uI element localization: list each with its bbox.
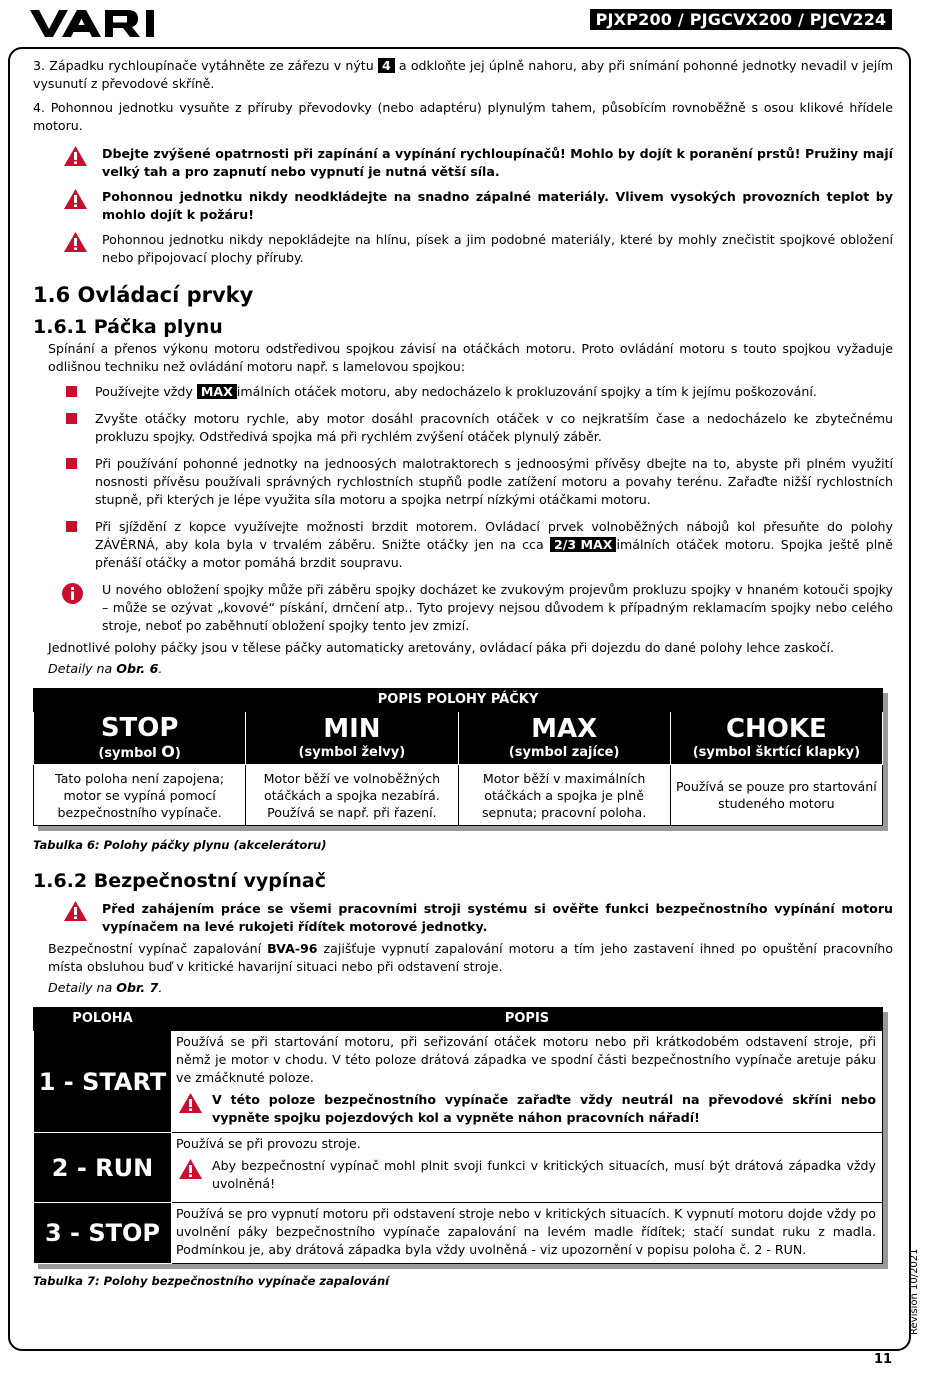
safety-switch-warning [33, 900, 893, 936]
warning-icon [64, 232, 87, 252]
detail-ref-fig6 [33, 660, 893, 678]
vari-logo [30, 10, 175, 38]
max-cell [458, 712, 670, 765]
section-1-6-title: 1.6 Ovládací prvky [33, 283, 254, 307]
bullet-square [66, 521, 77, 532]
stop-symbol-c: ) [174, 746, 181, 761]
warning-icon [64, 146, 87, 166]
choke-label: CHOKE [725, 714, 827, 744]
detail-ref-fig7 [33, 979, 893, 997]
bullet-1 [33, 383, 893, 401]
warning-icon [179, 1159, 202, 1179]
bullet-3 [33, 455, 893, 509]
section-1-6-2-title: 1.6.2 Bezpečnostní vypínač [33, 870, 327, 892]
stop-cell [34, 712, 246, 765]
warning-1-text: Dbejte zvýšené opatrnosti při zapínání a vypínání rychloupínačů! Mohlo by dojít k poranění prstů! Pružiny mají velký tah a pro zapnutí nebo vypnutí je nutná větší síla. [102, 146, 893, 179]
pos-start: 1 - START [34, 1031, 172, 1133]
run-warning-text: Aby bezpečnostní vypínač mohl plnit svoji funkci v kritických situacích, musí být drátová západka vždy uvolněná! [212, 1158, 876, 1191]
warning-icon [179, 1093, 202, 1113]
stop-desc-row [172, 1203, 883, 1264]
bullet-4 [33, 518, 893, 572]
revision-label: Revision 10/2021 [909, 1248, 920, 1335]
model-banner: PJXP200 / PJGCVX200 / PJCV224 [590, 9, 892, 30]
fig7-link[interactable]: Obr. 7 [116, 980, 159, 995]
step-3-text-b: a odkloňte jej úplně nahoru, aby při snímání pohonné jednotky nevadil v jejím vysunutí z převodové skříně. [33, 58, 893, 91]
stop-text: Používá se pro vypnutí motoru při odstavení stroje nebo v kritických situacích. K vypnutí motoru dojde vždy po uvolnění páky bezpečnostního vypínače zapalování na levém madle řídítek; stačí sundat ruku z madla. Podmínkou je, aby drátová západka byla vždy uvolněná - viz upozornění v popisu poloha č. 2 - RUN. [176, 1206, 876, 1257]
max-desc: Motor běží v maximálních otáčkách a spojka je plně sepnuta; pracovní poloha. [458, 765, 670, 826]
start-warning [176, 1091, 876, 1127]
bva96-label: BVA-96 [267, 941, 318, 956]
throttle-table [33, 688, 883, 826]
popis-header: POPIS [172, 1008, 883, 1031]
safety-switch-text [33, 940, 893, 976]
stop-symbol-o: O [161, 742, 175, 761]
run-warning [176, 1157, 876, 1193]
min-label: MIN [323, 714, 381, 744]
safety-switch-warning-text: Před zahájením práce se všemi pracovními stroji systému si ověřte funkci bezpečnostního vypínání motoru vypínačem na levé rukojeti řídítek motorové jednotky. [102, 901, 893, 934]
bullet-3-text: Při používání pohonné jednotky na jednoosých malotraktorech s jednoosými přívěsy dbejte na to, abyste při plném využití nosnosti přívěsu používali správných rychlostních stupňů podle zatížení motoru a povahy terénu. Zařaďte nižší rychlostních stupně, při kterých je lépe využita síla motoru a spojka netrpí nízkými otáčkami motoru. [95, 456, 893, 507]
detail-period: . [158, 661, 163, 676]
min-symbol: (symbol želvy) [298, 745, 406, 760]
detail-text: Detaily na [48, 980, 117, 995]
pos-run: 2 - RUN [34, 1133, 172, 1203]
warning-icon [64, 901, 87, 921]
ref-tag-4: 4 [378, 58, 395, 73]
stop-symbol-a: (symbol [98, 746, 162, 761]
bullet-square [66, 458, 77, 469]
lever-positions-text: Jednotlivé polohy páčky jsou v tělese páčky automaticky aretovány, ovládací páka při dojezdu do dané polohy lehce zaskočí. [48, 640, 835, 655]
stop-label: STOP [100, 713, 179, 743]
info-note [33, 581, 893, 635]
detail-period: . [158, 980, 163, 995]
fig6-link[interactable]: Obr. 6 [116, 661, 159, 676]
safety-switch-text-c: zajišťuje vypnutí zapalování motoru a tím jeho zastavení ihned po opuštění pracovního místa obsluhou buď v kritické havarijní situaci nebo při odstavení stroje. [48, 941, 893, 974]
detail-text: Detaily na [48, 661, 117, 676]
stop-symbol [35, 743, 244, 763]
table7-caption: Tabulka 7: Polohy bezpečnostního vypínače zapalování [33, 1274, 390, 1288]
run-desc [172, 1133, 883, 1203]
run-text: Používá se při provozu stroje. [176, 1136, 361, 1151]
warning-3 [33, 231, 893, 267]
pos-stop: 3 - STOP [34, 1203, 172, 1264]
page-number: 11 [874, 1352, 893, 1367]
choke-symbol: (symbol škrtící klapky) [692, 745, 861, 760]
section-1-6-1-intro: Spínání a přenos výkonu motoru odstředivou spojkou závisí na otáčkách motoru. Proto ovládání motoru s touto spojkou vyžaduje odlišnou techniku než ovládání motoru např. s lamelovou spojkou: [48, 341, 893, 374]
stop-desc: Tato poloha není zapojena; motor se vypíná pomocí bezpečnostního vypínače. [34, 765, 246, 826]
section-1-6-1-title: 1.6.1 Páčka plynu [33, 316, 223, 338]
table6-caption: Tabulka 6: Polohy páčky plynu (akcelerátoru) [33, 838, 327, 852]
step-3 [33, 57, 893, 93]
warning-2 [33, 188, 893, 224]
bullet-1-text-b: imálních otáček motoru, aby nedocházelo k prokluzování spojky a tím k jejímu poškozování. [236, 384, 817, 399]
warning-2-text: Pohonnou jednotku nikdy neodkládejte na snadno zápalné materiály. Vlivem vysokých provozních teplot by mohlo dojít k požáru! [102, 189, 893, 222]
choke-desc: Používá se pouze pro startování studeného motoru [670, 765, 882, 826]
info-icon [62, 583, 83, 604]
min-desc: Motor běží ve volnoběžných otáčkách a spojka nezabírá. Používá se např. při řazení. [246, 765, 458, 826]
two-thirds-max-tag: 2/3 MAX [550, 537, 617, 552]
max-tag: MAX [197, 384, 237, 399]
step-4: 4. Pohonnou jednotku vysuňte z příruby převodovky (nebo adaptéru) plynulým tahem, působícím rovnoběžně s osou klikové hřídele motoru. [33, 100, 893, 133]
warning-3-text: Pohonnou jednotku nikdy nepokládejte na hlínu, písek a jim podobné materiály, které by mohly znečistit spojkové obložení nebo připojovací plochy příruby. [102, 232, 893, 265]
start-text: Používá se při startování motoru, při seřizování otáček motoru nebo při krátkodobém odstavení stroje, při němž je motor v chodu. V této poloze drátová západka ve spodní části bezpečnostního vypínače aretuje páku ve zmáčknuté poloze. [176, 1034, 876, 1085]
bullet-square [66, 413, 77, 424]
max-label: MAX [531, 714, 598, 744]
warning-1 [33, 145, 893, 181]
warning-icon [64, 189, 87, 209]
min-cell [246, 712, 458, 765]
info-note-text: U nového obložení spojky může při záběru spojky docházet ke zvukovým projevům prokluzu spojky v hnaném kotouči spojky – může se ozývat „kovové“ pískání, drnčení atp.. Tyto projevy nejsou důvodem k případným reklamacím spojky nebo celého stroje, neboť po zaběhnutí obložení spojky tento jev zmizí. [102, 582, 893, 633]
bullet-square [66, 386, 77, 397]
bullet-2-text: Zvyšte otáčky motoru rychle, aby motor dosáhl pracovních otáček v co nejkratším čase a nedocházelo ke zbytečnému prokluzu spojky. Odstředivá spojka má při rychlém zvýšení otáček plynulý záběr. [95, 411, 893, 444]
bullet-4-text-b: imálních otáček motoru. Spojka ještě plně přenáší otáčky a motor pomáhá brzdit soupravu. [95, 537, 893, 570]
safety-switch-text-a: Bezpečnostní vypínač zapalování [48, 941, 268, 956]
throttle-table-header: POPIS POLOHY PÁČKY [34, 689, 883, 712]
bullet-2 [33, 410, 893, 446]
start-warning-text: V této poloze bezpečnostního vypínače zařaďte vždy neutrál na převodové skříni nebo vypněte spojku pojezdových kol a vypněte náhon pracovních nářadí! [212, 1092, 876, 1125]
page-content [33, 57, 893, 1290]
choke-cell [670, 712, 882, 765]
poloha-header: POLOHA [34, 1008, 172, 1031]
bullet-4-text-a: Při sjíždění z kopce využívejte možnosti brzdit motorem. Ovládací prvek volnoběžných nábojů kol přesuňte do polohy ZÁVĚRNÁ, aby kola byla v trvalém záběru. Snižte otáčky jen na cca [95, 519, 893, 552]
safety-switch-table [33, 1007, 883, 1264]
bullet-1-text-a: Používejte vždy [95, 384, 197, 399]
start-desc [172, 1031, 883, 1133]
step-3-text-a: 3. Západku rychloupínače vytáhněte ze zářezu v nýtu [33, 58, 378, 73]
max-symbol: (symbol zajíce) [508, 745, 620, 760]
